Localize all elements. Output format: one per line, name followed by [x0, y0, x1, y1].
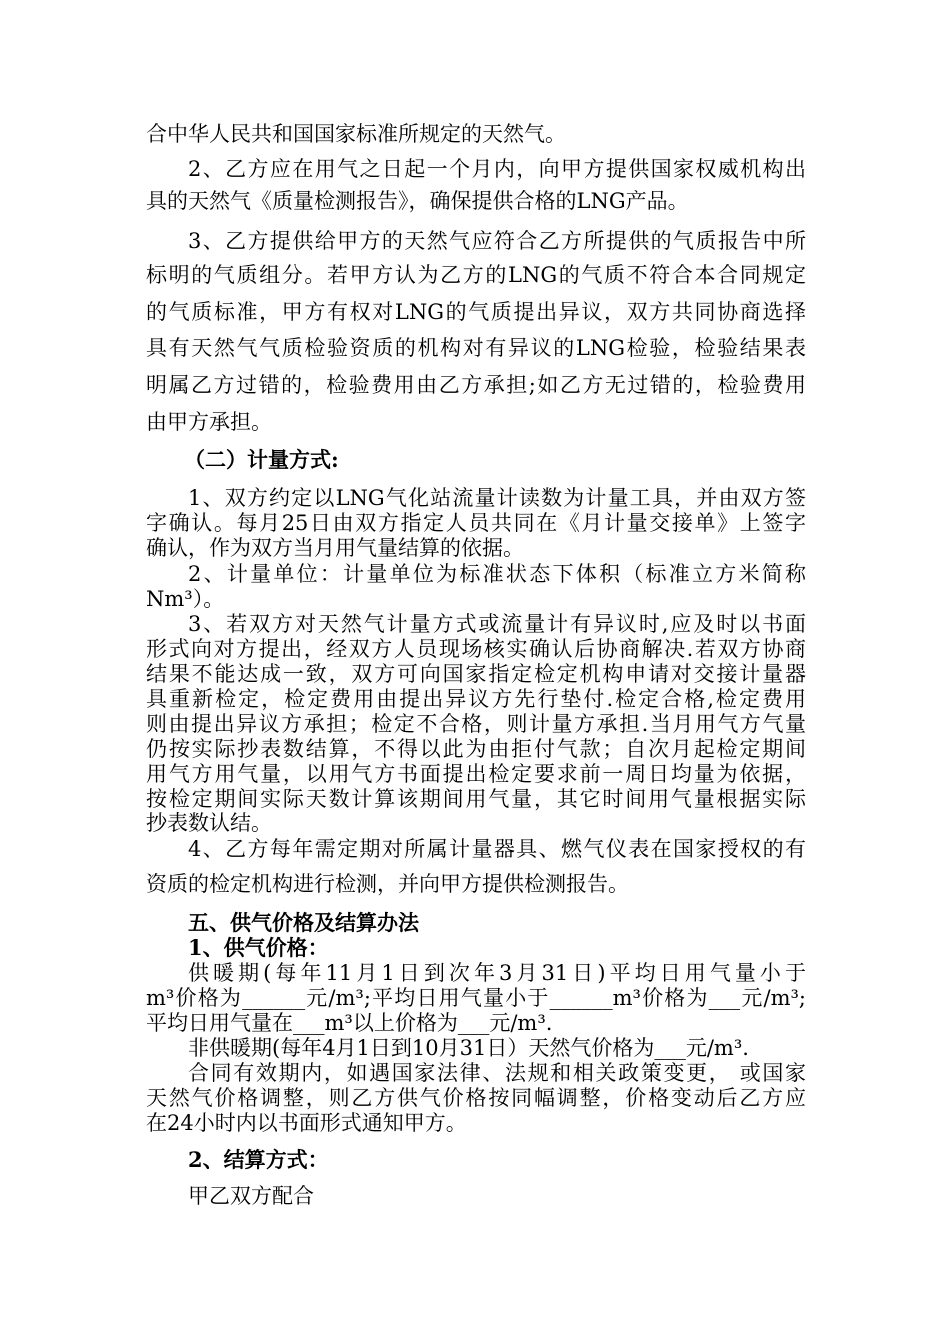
paragraph-line: 具重新检定，检定费用由提出异议方先行垫付.检定合格,检定费用	[146, 687, 806, 711]
paragraph-line: 甲乙双方配合	[188, 1184, 314, 1208]
paragraph-line: 资质的检定机构进行检测，并向甲方提供检测报告。	[146, 872, 629, 896]
paragraph-line: 结果不能达成一致，双方可向国家指定检定机构申请对交接计量器	[146, 662, 806, 686]
paragraph-line: 供暖期(每年11月1日到次年3月31日)平均日用气量小于	[188, 961, 806, 985]
paragraph-line: 3、若双方对天然气计量方式或流量计有异议时,应及时以书面	[188, 612, 806, 636]
paragraph-line: Nm³）。	[146, 587, 225, 611]
subsection-heading: 2、结算方式：	[188, 1147, 329, 1172]
paragraph-line: 仍按实际抄表数结算，不得以此为由拒付气款；自次月起检定期间	[146, 737, 806, 761]
subsection-heading: 1、供气价格：	[188, 935, 329, 960]
paragraph-line: 确认，作为双方当月用气量结算的依据。	[146, 536, 524, 560]
section-heading: （二）计量方式:	[184, 447, 339, 472]
paragraph-line: 合同有效期内，如遇国家法律、法规和相关政策变更， 或国家	[188, 1061, 806, 1085]
paragraph-line: 3、乙方提供给甲方的天然气应符合乙方所提供的气质报告中所	[188, 229, 806, 253]
paragraph-line: 在24小时内以书面形式通知甲方。	[146, 1111, 467, 1135]
paragraph-line: 由甲方承担。	[146, 410, 272, 434]
paragraph-line: 2、乙方应在用气之日起一个月内，向甲方提供国家权威机构出	[188, 157, 806, 181]
paragraph-line: 4、乙方每年需定期对所属计量器具、燃气仪表在国家授权的有	[188, 837, 806, 861]
paragraph-line: 2、计量单位：计量单位为标准状态下体积（标准立方米简称	[188, 562, 806, 586]
section-heading: 五、供气价格及结算办法	[188, 910, 419, 935]
paragraph-line: 的气质标准，甲方有权对LNG的气质提出异议，双方共同协商选择	[146, 300, 806, 324]
paragraph-line: 平均日用气量在___m³以上价格为___元/m³.	[146, 1011, 553, 1035]
paragraph-line: 合中华人民共和国国家标准所规定的天然气。	[146, 122, 566, 146]
paragraph-line: 明属乙方过错的，检验费用由乙方承担;如乙方无过错的，检验费用	[146, 373, 806, 397]
paragraph-line: 则由提出异议方承担；检定不合格，则计量方承担.当月用气方气量	[146, 712, 806, 736]
paragraph-line: 1、双方约定以LNG气化站流量计读数为计量工具，并由双方签	[188, 486, 806, 510]
paragraph-line: 按检定期间实际天数计算该期间用气量，其它时间用气量根据实际	[146, 787, 806, 811]
paragraph-line: m³价格为______元/m³;平均日用气量小于______m³价格为___元/m³;	[146, 986, 806, 1010]
paragraph-line: 非供暖期(每年4月1日到10月31日）天然气价格为___元/m³.	[188, 1036, 749, 1060]
paragraph-line: 字确认。每月25日由双方指定人员共同在《月计量交接单》上签字	[146, 511, 806, 535]
paragraph-line: 天然气价格调整，则乙方供气价格按同幅调整，价格变动后乙方应	[146, 1086, 806, 1110]
paragraph-line: 形式向对方提出，经双方人员现场核实确认后协商解决.若双方协商	[146, 637, 806, 661]
paragraph-line: 标明的气质组分。若甲方认为乙方的LNG的气质不符合本合同规定	[146, 263, 806, 287]
paragraph-line: 用气方用气量，以用气方书面提出检定要求前一周日均量为依据，	[146, 762, 806, 786]
paragraph-line: 具有天然气气质检验资质的机构对有异议的LNG检验，检验结果表	[146, 336, 806, 360]
paragraph-line: 具的天然气《质量检测报告》，确保提供合格的LNG产品。	[146, 189, 689, 213]
paragraph-line: 抄表数认结。	[146, 811, 272, 835]
